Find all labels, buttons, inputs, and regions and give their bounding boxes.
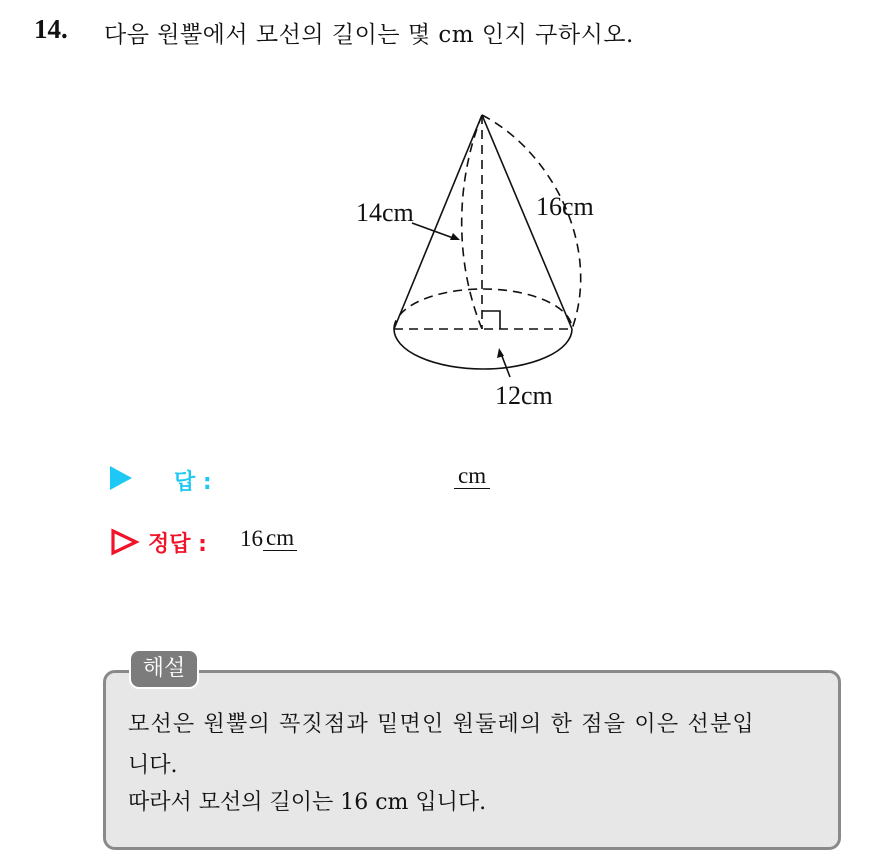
cone-side-right (482, 115, 572, 329)
cone-base-front (394, 329, 572, 369)
question-text: 다음 원뿔에서 모선의 길이는 몇 cm 인지 구하시오. (104, 22, 634, 48)
explanation-line-3: 따라서 모선의 길이는 16 cm 입니다. (128, 790, 487, 815)
explanation-line-2: 니다. (128, 753, 178, 778)
explanation-line-1: 모선은 원뿔의 꼭짓점과 밑면인 원둘레의 한 점을 이은 선분입 (128, 712, 755, 737)
label-bottom: 12cm (495, 381, 553, 410)
question-number: 14. (34, 14, 68, 44)
outline-arrow-icon (110, 528, 140, 556)
explanation-tab: 해설 (129, 649, 199, 689)
cone-figure (340, 95, 640, 425)
play-arrow-icon (110, 466, 132, 490)
cone-base-back (394, 289, 572, 329)
explanation-box (103, 670, 841, 850)
correct-label: 정답 : (148, 532, 207, 557)
inner-curve (462, 115, 482, 329)
label-right: 16cm (536, 192, 594, 221)
outer-curve (482, 115, 581, 329)
right-angle-mark (482, 311, 500, 329)
correct-value: 16 (240, 526, 263, 551)
correct-row (108, 524, 528, 558)
label-left: 14cm (356, 198, 414, 227)
correct-unit: cm (263, 526, 297, 551)
answer-label: 답 : (174, 470, 212, 495)
leader-left (412, 223, 456, 239)
leader-left-arrowhead (450, 233, 460, 240)
answer-row (108, 462, 528, 494)
answer-unit: cm (454, 464, 490, 489)
